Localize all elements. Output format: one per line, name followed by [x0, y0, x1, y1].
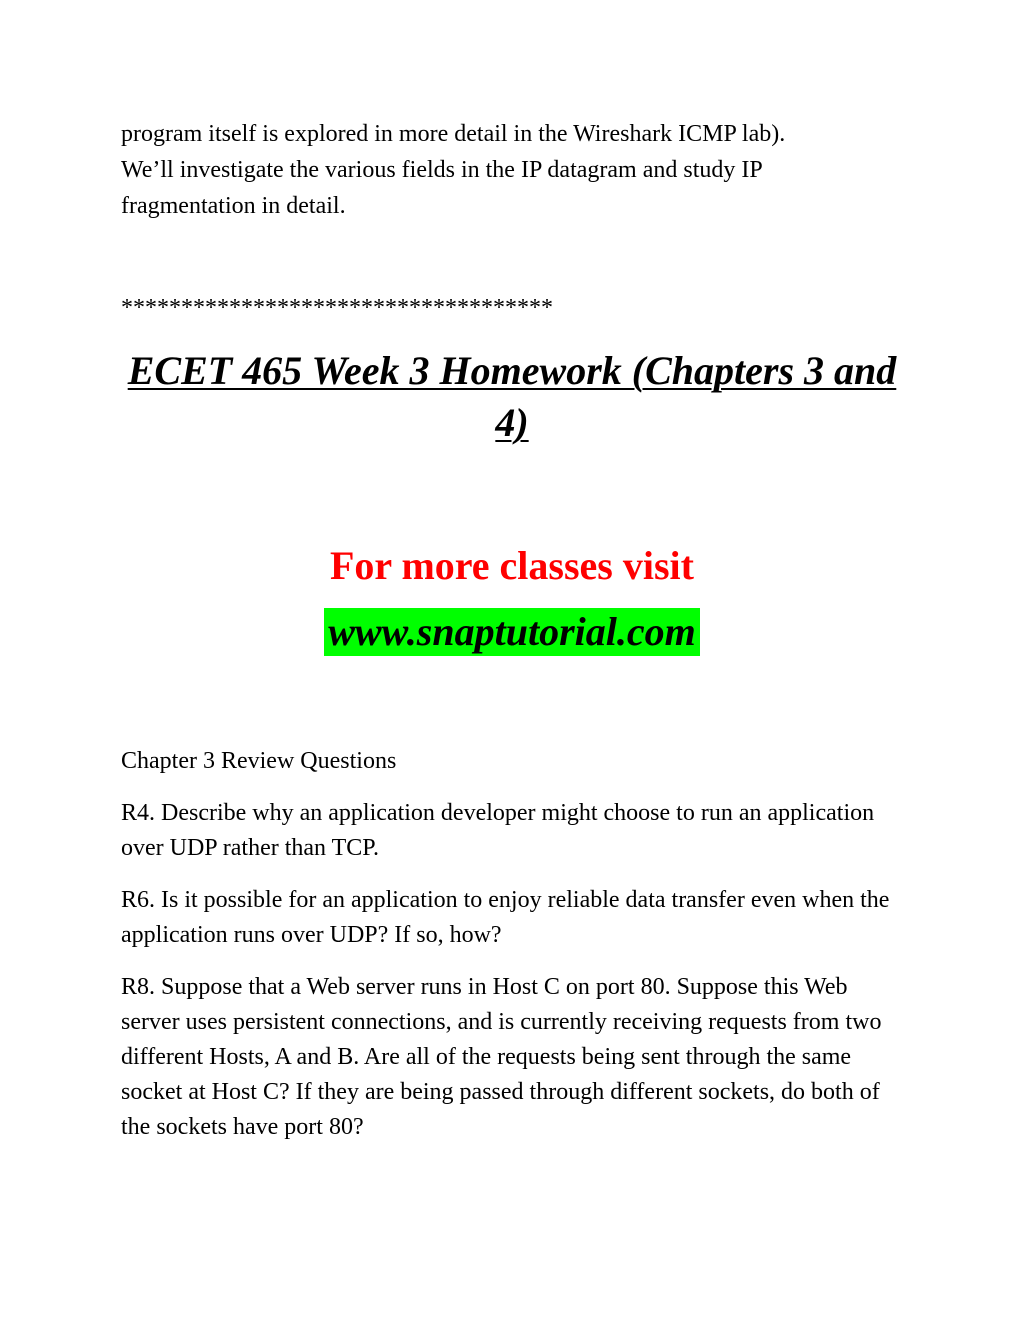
promo-url-container	[0, 608, 1024, 656]
separator-line: ************************************	[121, 295, 553, 321]
promo-url-link[interactable]: www.snaptutorial.com	[324, 608, 700, 656]
question-item: R8. Suppose that a Web server runs in Host C on port 80. Suppose this Web server uses persistent connections, and is currently receiving requests from two different Hosts, A and B. Are all of the requests being sent through the same socket at Host C? If they are being passed through different sockets, do both of the sockets have port 80?	[121, 974, 882, 1140]
question-item: R6. Is it possible for an application to enjoy reliable data transfer even when the application runs over UDP? If so, how?	[121, 887, 890, 948]
intro-line: fragmentation in detail.	[121, 193, 346, 219]
question-item: R4. Describe why an application developer might choose to run an application over UDP rather than TCP.	[121, 800, 875, 861]
promo-text: For more classes visit	[329, 543, 694, 588]
page-title: ECET 465 Week 3 Homework (Chapters 3 and 4)	[127, 348, 897, 445]
section-heading: Chapter 3 Review Questions	[121, 748, 397, 774]
intro-line: We’ll investigate the various fields in the IP datagram and study IP	[121, 157, 763, 183]
review-questions-section	[121, 744, 911, 1162]
intro-line: program itself is explored in more detail in the Wireshark ICMP lab).	[121, 121, 786, 147]
intro-paragraph	[121, 116, 911, 224]
